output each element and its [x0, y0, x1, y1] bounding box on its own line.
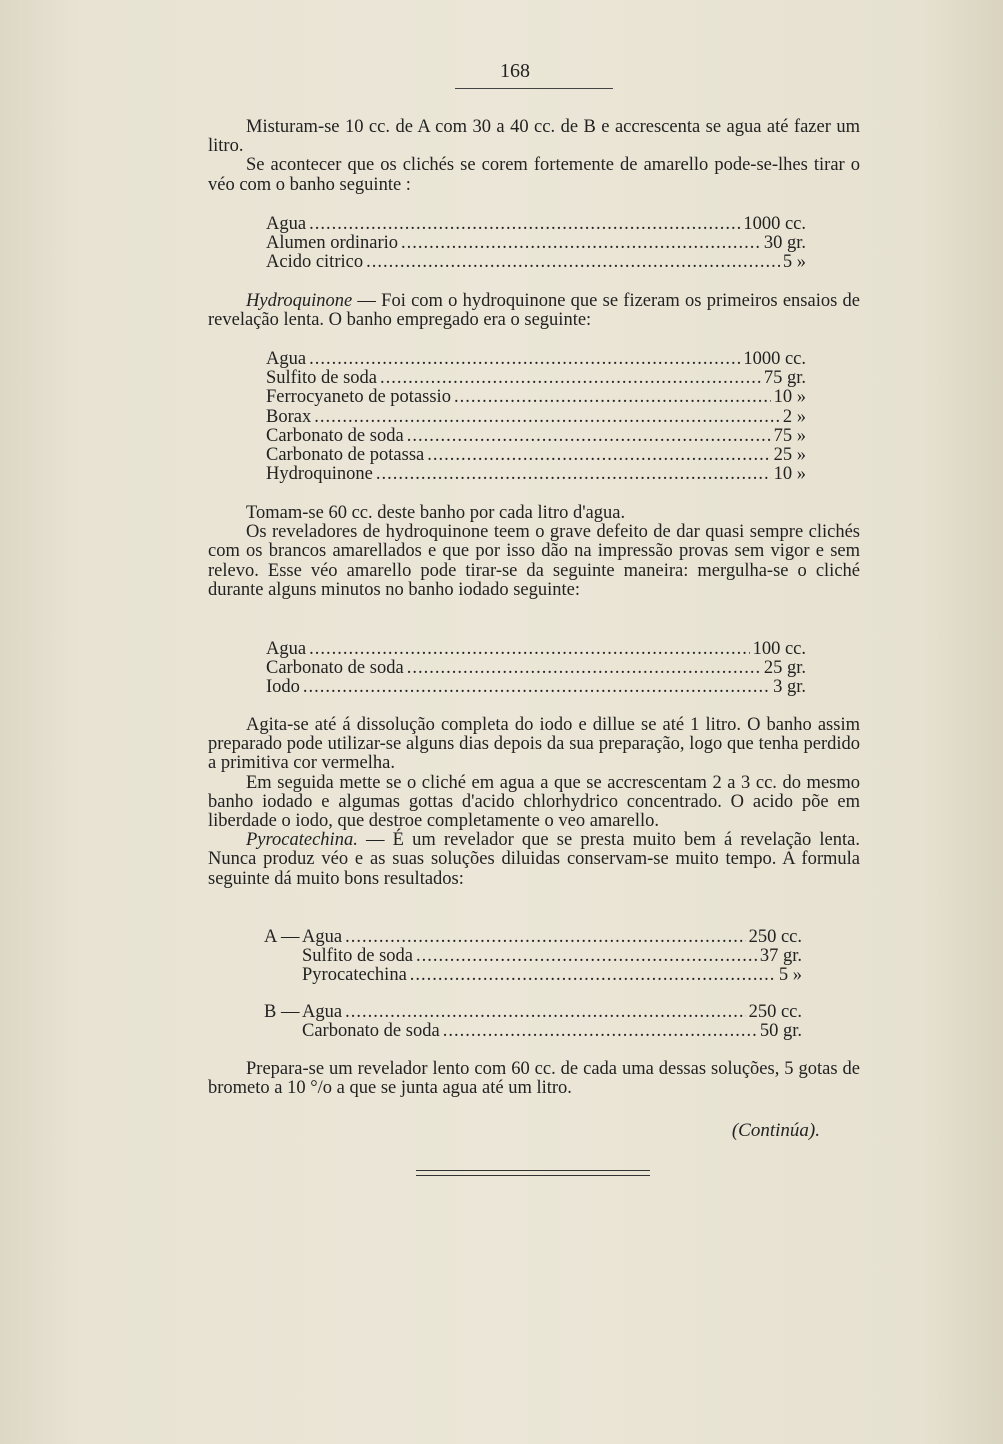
italic-heading: Hydroquinone	[246, 291, 353, 311]
recipe-row: Agua ..... 1000 cc.	[266, 215, 806, 234]
recipe-row: Sulfito de soda ..... 37 gr.	[264, 947, 802, 966]
paragraph-pyrocatechina: Agita-se até á dissolução completa do iodo e dillue se até 1 litro. O banho assim preparado pode utilizar-se alguns dias depois da sua preparação, logo que tenha perdido a primitiva cor vermelha. Em seguida mette se o cliché em agua a que se accrescentam 2 a 3 cc. do mesmo banho iodado e algumas gottas d'acido chlorhydrico concentrado. O acido põe em liberdade o iodo, que destroe completamente o veo amarello. Pyrocatechina. — É um revelador que se presta muito bem á revelação lenta. Nunca produz véo e as suas soluções diluidas conservam-se muito tempo. A formula seguinte dá muito bons resultados:	[208, 715, 860, 889]
solution-label: A —	[264, 927, 300, 947]
recipe-row: Ferrocyaneto de potassio ..... 10 »	[266, 388, 806, 407]
header-rule	[455, 88, 613, 89]
recipe-row: Carbonato de soda ..... 25 gr.	[266, 659, 806, 678]
paragraph-hydroquinone: Hydroquinone — Foi com o hydroquinone que se fizeram os primeiros ensaios de revelação lenta. O banho empregado era o seguinte:	[208, 291, 860, 331]
paragraph-line: Se acontecer que os clichés se corem fortemente de amarello pode-se-lhes tirar o véo com o banho seguinte :	[208, 155, 860, 195]
recipe-row: Carbonato de soda ..... 75 »	[266, 427, 806, 446]
paragraph-line: Em seguida mette se o cliché em agua a que se accrescentam 2 a 3 cc. do mesmo banho iodado e algumas gottas d'acido chlorhydrico concentrado. O acido põe em liberdade o iodo, que destroe completamente o veo amarello.	[208, 772, 860, 832]
italic-heading: Pyrocatechina.	[246, 830, 358, 851]
recipe-alumen	[266, 215, 806, 273]
paragraph-line: Misturam-se 10 cc. de A com 30 a 40 cc. de B e accrescenta se agua até fazer um litro.	[208, 117, 860, 157]
paragraph-defeito	[208, 504, 860, 600]
recipe-row: Borax ..... 2 »	[266, 408, 806, 427]
recipe-row: Pyrocatechina ..... 5 »	[264, 966, 802, 985]
paragraph-line: Prepara-se um revelador lento com 60 cc. de cada uma dessas soluções, 5 gotas de brometo a 10 °/o a que se junta agua até um litro.	[208, 1059, 860, 1099]
recipe-row: Alumen ordinario ..... 30 gr.	[266, 234, 806, 253]
recipe-row: Acido citrico ..... 5 »	[266, 253, 806, 272]
recipe-row: Iodo ..... 3 gr.	[266, 678, 806, 697]
recipe-row: A —Agua ..... 250 cc.	[264, 928, 802, 947]
recipe-row: Sulfito de soda ..... 75 gr.	[266, 369, 806, 388]
paragraph-line: Agita-se até á dissolução completa do iodo e dillue se até 1 litro. O banho assim preparado pode utilizar-se alguns dias depois da sua preparação, logo que tenha perdido a primitiva cor vermelha.	[208, 715, 860, 774]
continued-note: (Continúa).	[731, 1120, 820, 1141]
recipe-row: Carbonato de soda ..... 50 gr.	[264, 1022, 802, 1041]
recipe-row: Agua ..... 1000 cc.	[266, 350, 806, 369]
paragraph-intro	[208, 118, 860, 195]
paragraph-conclusion	[208, 1060, 860, 1098]
end-rule	[416, 1170, 650, 1171]
recipe-solution-a	[264, 928, 802, 986]
recipe-row: Agua ..... 100 cc.	[266, 640, 806, 659]
recipe-row: Carbonato de potassa ..... 25 »	[266, 446, 806, 465]
recipe-hydroquinone	[266, 350, 806, 484]
paragraph-line: Tomam-se 60 cc. deste banho por cada litro d'agua.	[246, 503, 626, 523]
recipe-solution-b	[264, 1003, 802, 1041]
page-number: 168	[500, 60, 530, 82]
recipe-iodado	[266, 640, 806, 698]
recipe-row: B —Agua ..... 250 cc.	[264, 1003, 802, 1022]
solution-label: B —	[264, 1002, 300, 1022]
recipe-row: Hydroquinone ..... 10 »	[266, 465, 806, 484]
paragraph-line: Os reveladores de hydroquinone teem o grave defeito de dar quasi sempre clichés com os brancos amarellados e que por isso dão na impressão provas sem vigor e sem relevo. Esse véo amarello pode tirar-se da seguinte maneira: mergulha-se o cliché durante alguns minutos no banho iodado seguinte:	[208, 522, 860, 600]
end-rule	[416, 1175, 650, 1176]
